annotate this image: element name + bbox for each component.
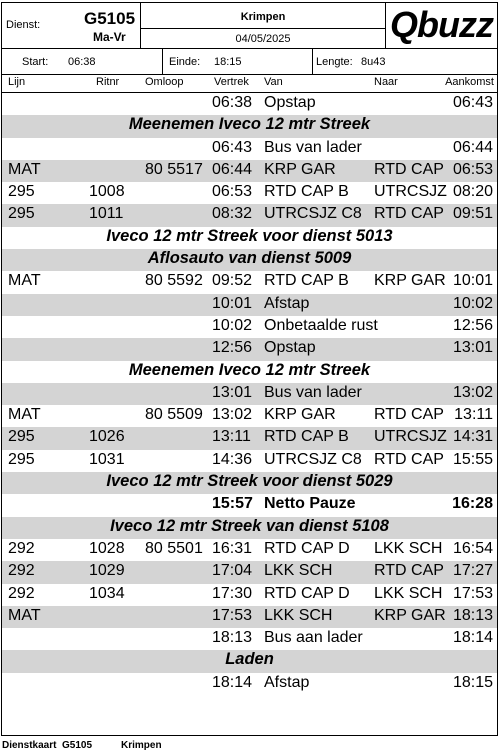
cell-aankomst: 18:14 [452,629,493,647]
cell-van: RTD CAP B [264,272,349,290]
logo-box [386,3,497,49]
table-row [2,539,497,561]
cell-naar: UTRCSJZ [374,183,447,201]
cell-lijn: 292 [8,584,35,602]
cell-aankomst: 10:01 [452,272,493,290]
table-row [2,628,497,650]
cell-aankomst: 13:11 [454,406,493,424]
divider [141,28,385,29]
cell-van: LKK SCH [264,606,333,624]
cell-van: Afstap [264,673,310,691]
cell-aankomst: 18:13 [452,606,493,624]
table-row [2,294,497,316]
col-vertrek: Vertrek [214,76,249,88]
dienst-box [2,3,141,49]
section-title: Iveco 12 mtr Streek voor dienst 5029 [106,472,393,491]
cell-vertrek: 17:04 [212,562,253,580]
cell-vertrek: 06:53 [212,183,253,201]
col-ritnr: Ritnr [96,76,120,88]
dienst-code: G5105 [84,9,136,28]
cell-van: Opstap [264,94,316,111]
table-row [2,204,497,226]
cell-naar: RTD CAP [374,205,444,223]
cell-van: Netto Pauze [264,495,356,513]
cell-van: KRP GAR [264,406,336,424]
cell-aankomst: 06:44 [452,138,493,156]
table-row [2,383,497,405]
cell-naar: RTD CAP [374,160,444,178]
cell-naar: LKK SCH [374,539,443,557]
schedule-table [2,93,497,695]
cell-ritnr: 1029 [89,562,125,580]
cell-van: LKK SCH [264,562,333,580]
section-header-row [2,517,497,539]
cell-lijn: MAT [8,272,41,290]
cell-lijn: 295 [8,183,35,201]
section-header-row [2,472,497,494]
start-box [2,49,163,75]
section-header-row [2,249,497,271]
cell-aankomst: 14:31 [452,428,493,446]
cell-van: Onbetaalde rust [264,316,378,334]
cell-aankomst: 06:43 [452,94,493,111]
qbuzz-logo: Qbuzz [390,4,493,45]
section-title: Iveco 12 mtr Streek van dienst 5108 [110,516,389,535]
cell-vertrek: 10:02 [212,316,253,334]
cell-ritnr: 1034 [89,584,125,602]
einde-time: 18:15 [214,56,242,68]
table-row [2,93,497,115]
footer-code: G5105 [62,740,93,751]
lengte-label: Lengte: [316,56,353,68]
cell-aankomst: 18:15 [452,673,493,691]
einde-box [163,49,313,75]
col-van: Van [264,76,283,88]
cell-naar: LKK SCH [374,584,443,602]
cell-ritnr: 1028 [89,539,125,557]
table-row [2,316,497,338]
location-box [141,3,386,49]
cell-vertrek: 10:01 [212,294,253,312]
cell-van: RTD CAP B [264,428,349,446]
cell-lijn: MAT [8,606,41,624]
cell-aankomst: 16:28 [452,495,493,513]
cell-ritnr: 1026 [89,428,125,446]
column-header-row [2,75,497,93]
cell-aankomst: 15:55 [452,450,493,468]
cell-van: UTRCSJZ C8 [264,205,362,223]
start-time: 06:38 [68,56,96,68]
cell-naar: RTD CAP [374,406,444,424]
cell-vertrek: 17:53 [212,606,253,624]
cell-van: RTD CAP D [264,539,350,557]
table-row [2,160,497,182]
cell-vertrek: 06:43 [212,138,253,156]
cell-omloop: 80 5501 [145,539,203,557]
cell-ritnr: 1031 [89,450,125,468]
cell-lijn: 295 [8,205,35,223]
cell-lijn: MAT [8,160,41,178]
cell-vertrek: 15:57 [212,495,253,513]
cell-aankomst: 17:53 [452,584,493,602]
start-label: Start: [22,56,49,68]
cell-lijn: MAT [8,406,41,424]
cell-van: Afstap [264,294,310,312]
cell-vertrek: 13:02 [212,406,253,424]
section-title: Meenemen Iveco 12 mtr Streek [128,360,371,379]
lengte-box [313,49,497,75]
cell-naar: KRP GAR [374,272,446,290]
cell-vertrek: 12:56 [212,339,253,357]
cell-aankomst: 13:01 [452,339,493,357]
table-row [2,427,497,449]
cell-ritnr: 1008 [89,183,125,201]
col-naar: Naar [374,76,398,88]
cell-omloop: 80 5592 [145,272,203,290]
cell-vertrek: 18:14 [212,673,253,691]
table-row [2,182,497,204]
table-row [2,405,497,427]
dienst-days: Ma-Vr [93,30,126,44]
cell-vertrek: 13:11 [212,428,251,446]
cell-van: RTD CAP B [264,183,349,201]
cell-van: Bus van lader [264,138,362,156]
cell-aankomst: 16:54 [452,539,493,557]
cell-lijn: 292 [8,539,35,557]
einde-label: Einde: [169,56,201,68]
date-label: 04/05/2025 [235,33,291,45]
cell-naar: UTRCSJZ [374,428,447,446]
cell-van: KRP GAR [264,160,336,178]
cell-vertrek: 09:52 [212,272,253,290]
cell-aankomst: 06:53 [452,160,493,178]
cell-vertrek: 08:32 [212,205,253,223]
cell-vertrek: 06:44 [212,160,253,178]
cell-aankomst: 08:20 [452,183,493,201]
duty-card [1,2,498,736]
section-title: Laden [225,650,274,669]
footer-title: Dienstkaart [2,740,57,751]
cell-naar: RTD CAP [374,450,444,468]
dienst-label: Dienst: [6,19,41,31]
cell-naar: RTD CAP [374,562,444,580]
lengte-value: 8u43 [361,56,386,68]
card-header [2,3,497,75]
table-row [2,673,497,695]
location-label: Krimpen [240,11,286,23]
cell-lijn: 295 [8,428,35,446]
cell-aankomst: 17:27 [452,562,493,580]
section-header-row [2,227,497,249]
cell-vertrek: 06:38 [212,94,253,111]
col-aankomst: Aankomst [445,76,494,88]
cell-aankomst: 09:51 [452,205,493,223]
cell-van: UTRCSJZ C8 [264,450,362,468]
table-row [2,338,497,360]
cell-van: Bus aan lader [264,629,363,647]
cell-omloop: 80 5509 [145,406,203,424]
table-row [2,494,497,516]
section-header-row [2,115,497,137]
cell-vertrek: 16:31 [212,539,253,557]
col-omloop: Omloop [145,76,184,88]
section-header-row [2,650,497,672]
cell-aankomst: 10:02 [452,294,493,312]
section-header-row [2,361,497,383]
section-title: Iveco 12 mtr Streek voor dienst 5013 [106,226,393,245]
cell-lijn: 295 [8,450,35,468]
cell-van: Bus van lader [264,383,362,401]
table-row [2,561,497,583]
col-lijn: Lijn [8,76,26,88]
cell-van: Opstap [264,339,316,357]
cell-aankomst: 13:02 [452,383,493,401]
cell-vertrek: 18:13 [212,629,253,647]
section-title: Meenemen Iveco 12 mtr Streek [128,115,371,134]
cell-ritnr: 1011 [89,205,124,223]
table-row [2,138,497,160]
cell-van: RTD CAP D [264,584,350,602]
table-row [2,606,497,628]
cell-vertrek: 13:01 [212,383,253,401]
cell-vertrek: 17:30 [212,584,253,602]
table-row [2,271,497,293]
cell-vertrek: 14:36 [212,450,253,468]
cell-aankomst: 12:56 [452,316,493,334]
cell-naar: KRP GAR [374,606,446,624]
cell-omloop: 80 5517 [145,160,203,178]
table-row [2,450,497,472]
footer-location: Krimpen [121,740,162,751]
section-title: Aflosauto van dienst 5009 [147,249,352,268]
table-row [2,584,497,606]
cell-lijn: 292 [8,562,35,580]
